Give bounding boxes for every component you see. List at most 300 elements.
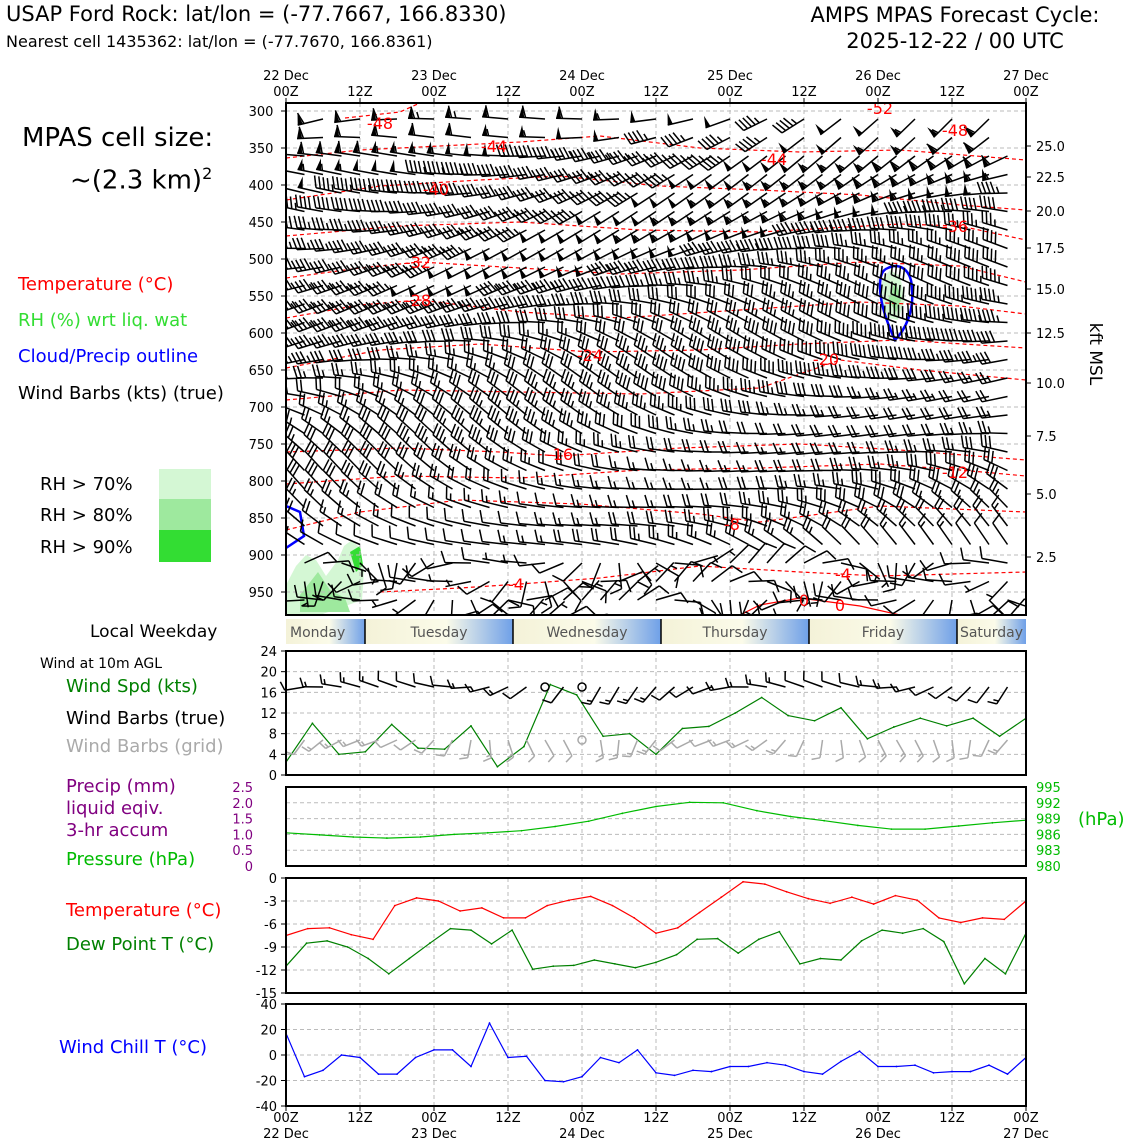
barb-full: [834, 385, 838, 397]
barb-full: [912, 348, 916, 360]
barb-full: [276, 319, 284, 331]
barb-half: [625, 192, 630, 199]
barb-full: [297, 366, 301, 378]
wind-barb: [480, 574, 508, 605]
barb-full: [453, 183, 458, 195]
barb-half: [785, 481, 788, 488]
barb-full: [692, 377, 700, 389]
barb-full: [871, 441, 875, 453]
barb-full: [945, 437, 950, 449]
barb-full: [990, 182, 994, 194]
barb-half: [384, 283, 389, 290]
barb-full: [682, 439, 686, 451]
barb-full: [421, 557, 427, 569]
barb-full: [534, 308, 539, 320]
barb-full: [626, 495, 630, 507]
wind-barb: [368, 524, 400, 544]
barb-flag: [298, 176, 306, 189]
barb-staff: [893, 600, 915, 614]
barb-full: [861, 345, 867, 357]
barb-full: [561, 308, 567, 320]
barb-half: [973, 355, 976, 362]
legend-rh70-label: RH > 70%: [40, 474, 133, 495]
wind-barb: [297, 126, 323, 139]
barb-full: [376, 200, 380, 212]
barb-full: [334, 219, 338, 231]
barb-full: [761, 359, 768, 371]
barb-staff: [408, 118, 434, 119]
cell-size-value: ~(2.3 km): [70, 165, 203, 196]
barb-full: [349, 198, 353, 210]
barb-full: [756, 402, 761, 414]
barb-full: [700, 460, 704, 472]
barb-staff: [638, 563, 652, 585]
barb-full: [272, 321, 280, 333]
barb-half: [396, 352, 399, 359]
wind-barb: [408, 123, 435, 138]
wind-barb: [958, 403, 989, 419]
barb-full: [838, 385, 842, 397]
barb-full: [487, 326, 493, 338]
barb-full: [931, 307, 937, 319]
barb-half: [717, 155, 722, 162]
barb-full: [914, 248, 922, 260]
barb-half: [844, 370, 847, 377]
barb-flag: [353, 158, 360, 170]
barb-half: [881, 372, 883, 379]
barb-full: [335, 197, 340, 209]
barb-half: [288, 356, 291, 363]
barb-full: [552, 595, 558, 607]
barb-full: [497, 511, 502, 523]
barb-full: [784, 361, 791, 373]
barb-full: [573, 318, 581, 330]
barb-full: [916, 200, 920, 212]
barb-full: [552, 306, 558, 318]
barb-full: [760, 476, 764, 488]
barb-full: [598, 291, 603, 303]
wind-barb: [387, 526, 419, 545]
barb-staff: [918, 600, 933, 621]
barb-full: [443, 487, 451, 499]
wind-barb: [924, 283, 956, 304]
wind-barb: [960, 286, 992, 304]
barb-full: [556, 293, 560, 305]
barb-flag: [924, 185, 931, 197]
barb-full: [394, 180, 399, 192]
barb-full: [862, 305, 870, 317]
wind-barb: [429, 443, 460, 470]
wind-barb: [499, 447, 531, 470]
wind-barb: [775, 359, 807, 378]
precip-label-2: liquid eqiv.: [66, 798, 164, 819]
barb-full: [746, 380, 753, 392]
barb-full: [663, 495, 667, 507]
wind-barb: [424, 507, 456, 526]
wind-barb: [686, 315, 718, 341]
wind-barb: [427, 574, 453, 581]
wind-barb: [939, 570, 970, 586]
barb-full: [306, 197, 312, 209]
barb-full: [424, 507, 431, 519]
barb-full: [665, 394, 673, 406]
barb-full: [294, 379, 300, 391]
wind-barb: [913, 596, 933, 621]
barb-full: [709, 270, 715, 282]
barb-full: [987, 213, 994, 225]
barb-full: [445, 162, 449, 174]
barb-full: [698, 139, 707, 151]
barb-full: [669, 396, 677, 408]
barb-full: [815, 384, 819, 396]
barb-full: [984, 247, 992, 259]
wind-barb: [466, 425, 497, 452]
barb-full: [889, 440, 893, 452]
barb-full: [408, 181, 412, 193]
barb-full: [774, 237, 778, 249]
barb-full: [423, 342, 429, 354]
barb-full: [594, 529, 600, 541]
wind-barb: [757, 357, 789, 378]
barb-full: [977, 182, 981, 194]
barb-full: [778, 403, 782, 415]
wind-barb: [519, 125, 545, 138]
barb-full: [858, 323, 865, 335]
barb-full: [936, 268, 944, 280]
barb-full: [571, 292, 575, 304]
barb-full: [669, 525, 676, 537]
barb-full: [960, 435, 966, 447]
barb-full: [632, 415, 639, 427]
barb-full: [959, 548, 964, 560]
precip-label: Precip (mm): [66, 776, 176, 797]
barb-full: [575, 292, 579, 304]
barb-full: [788, 362, 795, 374]
wind-barb: [792, 440, 823, 454]
wind-barb: [556, 107, 582, 119]
barb-full: [608, 476, 612, 488]
barb-full: [713, 256, 717, 268]
barb-half: [540, 518, 543, 525]
barb-full: [941, 329, 945, 341]
barb-full: [908, 348, 912, 360]
barb-full: [822, 266, 830, 278]
barb-full: [852, 218, 856, 230]
barb-full: [719, 420, 723, 432]
barb-half: [372, 600, 376, 607]
barb-full: [349, 361, 355, 373]
barb-full: [558, 431, 566, 443]
legend-rh80-label: RH > 80%: [40, 505, 133, 526]
barb-half: [881, 583, 888, 588]
barb-full: [431, 161, 436, 173]
barb-full: [316, 196, 322, 208]
barb-full: [928, 246, 936, 258]
barb-full: [927, 306, 933, 318]
barb-full: [964, 197, 969, 209]
barb-half: [752, 259, 755, 266]
barb-full: [312, 176, 318, 188]
barb-full: [279, 236, 283, 248]
barb-full: [682, 509, 688, 521]
barb-half: [651, 500, 653, 507]
barb-half: [595, 518, 598, 525]
barb-flag: [739, 226, 748, 239]
barb-full: [834, 472, 840, 484]
barb-full: [704, 440, 708, 452]
barb-full: [784, 541, 795, 552]
barb-full: [686, 418, 692, 430]
barb-full: [839, 249, 846, 261]
barb-full: [423, 528, 429, 540]
barb-full: [687, 285, 694, 297]
barb-full: [673, 287, 680, 299]
wind-barb: [353, 158, 381, 174]
wind-barb: [719, 603, 750, 618]
barb-half: [632, 482, 634, 489]
wind-barb: [335, 158, 363, 175]
barb-full: [454, 162, 458, 174]
barb-full: [686, 439, 690, 451]
barb-full: [349, 177, 355, 189]
barb-full: [636, 304, 644, 316]
barb-full: [940, 552, 944, 564]
barb-full: [645, 458, 649, 470]
barb-full: [375, 588, 387, 595]
barb-staff: [821, 156, 841, 173]
barb-full: [277, 300, 284, 312]
barb-full: [664, 416, 670, 428]
wind-barb: [849, 321, 881, 341]
wind-barb: [921, 403, 952, 420]
barb-full: [694, 256, 699, 268]
barb-half: [681, 135, 685, 142]
barb-full: [691, 398, 698, 410]
barb-half: [859, 463, 862, 470]
barb-full: [824, 235, 829, 247]
barb-full: [353, 362, 359, 374]
barb-half: [895, 446, 897, 453]
barb-full: [313, 377, 320, 389]
wind-barb: [865, 422, 896, 437]
barb-full: [275, 194, 281, 206]
wind-barb: [442, 508, 474, 526]
barb-half: [503, 536, 506, 543]
barb-half: [614, 482, 616, 489]
barb-half: [577, 500, 580, 507]
barb-full: [723, 399, 729, 411]
barb-flag: [371, 159, 378, 171]
barb-half: [641, 279, 643, 286]
barb-full: [848, 365, 852, 377]
barb-full: [844, 324, 852, 336]
barb-full: [417, 161, 422, 173]
barb-full: [927, 452, 934, 464]
barb-half: [706, 483, 708, 490]
barb-full: [275, 380, 281, 392]
barb-full: [942, 284, 949, 296]
barb-full: [442, 341, 449, 353]
barb-full: [690, 271, 695, 283]
barb-half: [969, 427, 971, 434]
barb-full: [386, 565, 392, 577]
barb-full: [756, 490, 762, 502]
barb-full: [968, 309, 973, 321]
barb-full: [972, 309, 977, 321]
barb-full: [339, 178, 345, 190]
barb-full: [909, 230, 916, 242]
barb-full: [932, 248, 940, 260]
barb-full: [441, 551, 445, 563]
wind-barb: [389, 483, 421, 508]
barb-full: [832, 485, 840, 497]
barb-full: [811, 459, 815, 471]
wind-barb: [978, 309, 1008, 322]
forecast-cycle-date: 2025-12-22 / 00 UTC: [846, 29, 1064, 53]
wind-barb: [532, 163, 564, 181]
barb-full: [783, 237, 787, 249]
barb-full: [947, 265, 955, 277]
wind-barb: [667, 316, 699, 341]
wind-barb: [592, 126, 619, 141]
barb-full: [445, 328, 449, 340]
barb-full: [968, 288, 974, 300]
barb-full: [651, 394, 659, 406]
barb-full: [645, 273, 649, 285]
barb-full: [723, 421, 727, 433]
barb-full: [450, 329, 454, 341]
barb-full: [540, 607, 552, 614]
wind-barb: [461, 488, 493, 508]
barb-full: [335, 177, 341, 189]
barb-full: [738, 266, 745, 278]
barb-full: [538, 308, 543, 320]
barb-full: [880, 346, 885, 358]
barb-full: [862, 325, 869, 337]
barb-full: [410, 358, 418, 370]
barb-full: [681, 592, 688, 604]
barb-full: [278, 367, 282, 379]
barb-full: [932, 286, 939, 298]
barb-half: [933, 444, 936, 451]
barb-full: [737, 491, 743, 503]
barb-full: [760, 402, 765, 414]
wind-barb: [978, 195, 1009, 211]
wind-barb: [735, 109, 767, 133]
barb-full: [743, 506, 751, 518]
barb-full: [978, 195, 984, 207]
barb-full: [988, 230, 996, 242]
barb-full: [840, 488, 848, 500]
barb-full: [954, 308, 960, 320]
barb-full: [557, 530, 562, 542]
barb-full: [709, 256, 713, 268]
barb-full: [797, 383, 802, 395]
barb-full: [628, 413, 635, 425]
wind-barb: [942, 284, 974, 304]
barb-full: [909, 454, 915, 466]
pressure-label: Pressure (hPa): [66, 849, 196, 870]
barb-full: [913, 455, 919, 467]
legend-cloud: Cloud/Precip outline: [18, 346, 199, 367]
barb-full: [904, 439, 908, 451]
wind-panel-title: Wind at 10m AGL: [40, 656, 163, 672]
wind-barb: [629, 107, 656, 122]
barb-full: [927, 213, 933, 225]
barb-full: [273, 259, 278, 271]
barb-full: [732, 563, 742, 575]
wind-barb: [720, 376, 752, 396]
wind-barb: [608, 434, 640, 452]
barb-full: [417, 181, 421, 193]
barb-half: [308, 243, 310, 250]
barb-full: [955, 269, 963, 281]
barb-full: [317, 378, 324, 390]
barb-full: [867, 230, 874, 242]
barb-full: [627, 526, 634, 538]
barb-full: [427, 330, 431, 342]
barb-full: [460, 529, 465, 541]
barb-full: [857, 233, 863, 245]
barb-staff: [519, 117, 545, 119]
barb-full: [478, 530, 483, 542]
barb-half: [895, 393, 898, 400]
barb-half: [662, 173, 667, 180]
barb-full: [468, 163, 472, 175]
barb-full: [668, 272, 673, 284]
wind-barb: [939, 403, 970, 419]
barb-full: [709, 399, 715, 411]
barb-full: [793, 360, 799, 372]
barb-half: [997, 187, 999, 194]
wind-barb: [334, 501, 366, 526]
barb-full: [659, 584, 669, 596]
barb-full: [811, 384, 815, 396]
barb-staff: [545, 582, 552, 607]
wind-barb: [402, 219, 434, 238]
barb-half: [495, 228, 500, 235]
barb-full: [866, 441, 870, 453]
barb-half: [577, 518, 580, 525]
barb-full: [946, 451, 953, 463]
barb-staff: [760, 616, 786, 619]
barb-full: [405, 527, 411, 539]
wind-barb: [810, 440, 841, 454]
barb-full: [649, 437, 654, 449]
barb-full: [939, 573, 944, 585]
barb-full: [751, 361, 759, 373]
barb-full: [436, 162, 441, 174]
barb-full: [944, 423, 948, 435]
barb-full: [552, 573, 563, 584]
barb-full: [778, 237, 782, 249]
barb-full: [941, 437, 946, 449]
barb-full: [959, 422, 963, 434]
barb-full: [895, 231, 902, 243]
barb-staff: [871, 600, 896, 606]
barb-full: [650, 416, 657, 428]
barb-half: [937, 354, 939, 361]
barb-full: [930, 349, 934, 361]
barb-full: [898, 347, 903, 359]
barb-half: [614, 500, 616, 507]
barb-full: [572, 431, 580, 443]
barb-full: [571, 529, 576, 541]
wind-barb: [631, 333, 662, 359]
barb-full: [590, 432, 597, 444]
barb-full: [838, 219, 842, 231]
barb-flag: [390, 159, 397, 171]
